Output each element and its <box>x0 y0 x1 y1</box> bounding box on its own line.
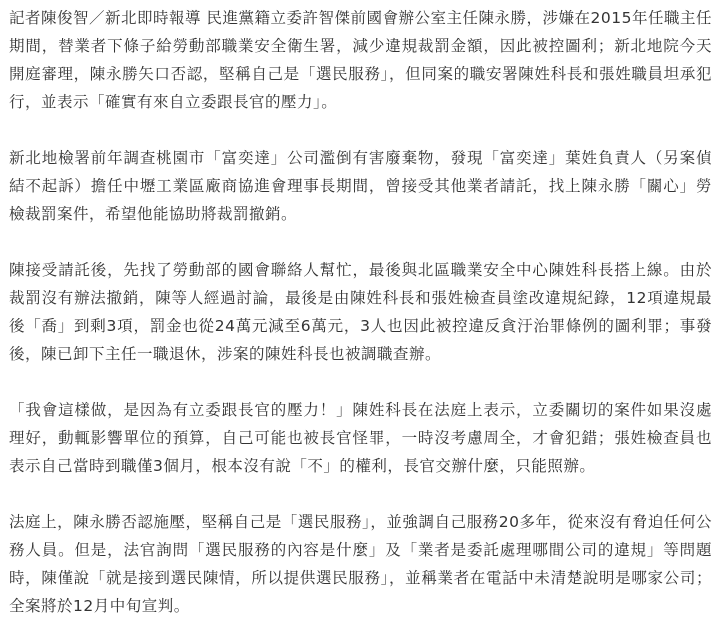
article-paragraph-1: 記者陳俊智／新北即時報導 民進黨籍立委許智傑前國會辦公室主任陳永勝，涉嫌在2015年任職主任期間，替業者下條子給勞動部職業安全衛生署，減少違規裁罰金額，因此被控圖利；新北地院今天開庭審理，陳永勝矢口否認，堅稱自己是「選民服務」，但同案的職安署陳姓科長和張姓職員坦承犯行，並表示「確實有來自立委跟長官的壓力」。 <box>9 9 712 111</box>
article-paragraph-2: 新北地檢署前年調查桃園市「富奕達」公司濫倒有害廢棄物，發現「富奕達」葉姓負責人（另案偵結不起訴）擔任中壢工業區廠商協進會理事長期間，曾接受其他業者請託，找上陳永勝「關心」勞檢裁罰案件，希望他能協助將裁罰撤銷。 <box>9 149 712 223</box>
article-paragraph-5: 法庭上，陳永勝否認施壓，堅稱自己是「選民服務」，並強調自己服務20多年，從來沒有脅迫任何公務人員。但是，法官詢問「選民服務的內容是什麼」及「業者是委託處理哪間公司的違規」等問題時，陳僅說「就是接到選民陳情，所以提供選民服務」，並稱業者在電話中未清楚說明是哪家公司；全案將於12月中旬宣判。 <box>9 513 712 615</box>
article-paragraph-3: 陳接受請託後，先找了勞動部的國會聯絡人幫忙，最後與北區職業安全中心陳姓科長搭上線。由於裁罰沒有辦法撤銷，陳等人經過討論，最後是由陳姓科長和張姓檢查員塗改違規紀錄，12項違規最後「喬」到剩3項，罰金也從24萬元減至6萬元，3人也因此被控違反貪汙治罪條例的圖利罪；事發後，陳已卸下主任一職退休，涉案的陳姓科長也被調職查辦。 <box>9 261 712 363</box>
article-paragraph-4: 「我會這樣做，是因為有立委跟長官的壓力！」陳姓科長在法庭上表示，立委關切的案件如果沒處理好，動輒影響單位的預算，自己可能也被長官怪罪，一時沒考慮周全，才會犯錯；張姓檢查員也表示自己當時到職僅3個月，根本沒有說「不」的權利，長官交辦什麼，只能照辦。 <box>9 401 712 475</box>
